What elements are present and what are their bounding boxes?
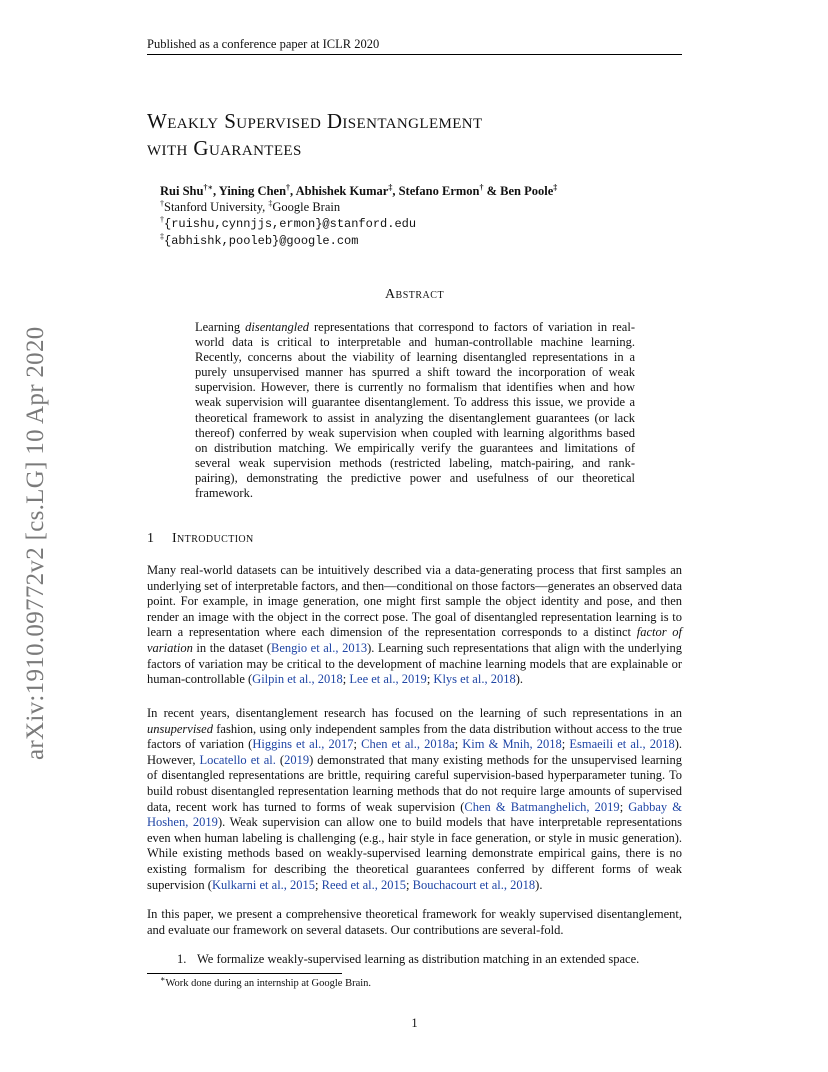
author-name: Stefano Ermon (398, 184, 480, 198)
contribution-list-item (177, 952, 682, 968)
affiliation-google: Google Brain (272, 200, 341, 214)
intro-paragraph-3: In this paper, we present a comprehensive theoretical framework for weakly supervised disentanglement, and evaluate our framework on several datasets. Our contributions are several-fold. (147, 907, 682, 937)
text: ). (535, 877, 543, 892)
text: Many real-world datasets can be intuitively described via a data-generating process that first samples an underlying set of interpretable factors, and then—conditional on those factors—generates an observed data point. For example, in image generation, one might first sample the object identity and pose, and then render an image with the object in the correct pose. The goal of disentangled representation learning is to learn a representation where each dimension of the representation corresponds to a distinct (147, 563, 682, 640)
title-line-2: with Guarantees (147, 136, 302, 160)
text: ; (406, 877, 413, 892)
affiliation-mark: ‡ (553, 182, 558, 192)
text: ; (561, 737, 570, 752)
affiliation-mark: † (479, 182, 484, 192)
intro-paragraph-1 (147, 563, 682, 688)
footnote-mark: ∗ (207, 182, 213, 192)
citation-link[interactable]: Chen et al., 2018a (361, 737, 455, 752)
citation-link[interactable]: Gilpin et al., 2018 (252, 672, 343, 687)
email-stanford[interactable]: {ruishu,cynnjjs,ermon}@stanford.edu (164, 217, 417, 231)
affiliation-mark: † (160, 214, 164, 224)
text: ; (353, 737, 362, 752)
citation-link[interactable]: Gabbay & Hoshen, 2019 (147, 799, 682, 830)
author-list: Rui Shu†∗, Yining Chen†, Abhishek Kumar‡, Stefano Ermon† & Ben Poole‡ (160, 182, 558, 198)
abstract-text (195, 320, 635, 501)
text: ). Weak supervision can allow one to build models that have interpretable representations even when human labeling is challenging (e.g., hair style in face generation, or style in music generation). While existing methods based on weakly-supervised learning demonstrate empirical gains, there is no existing formalism for describing the theoretical guarantees conferred by different forms of weak supervision ( (147, 815, 682, 892)
affiliation-mark: ‡ (268, 198, 273, 208)
abstract-heading: Abstract (384, 287, 445, 302)
affiliation-mark: † (286, 182, 291, 192)
citation-link[interactable]: Locatello et al. (199, 752, 276, 767)
citation-link[interactable]: Chen & Batmanghelich, 2019 (464, 799, 620, 814)
text: fashion, using only independent samples from the data distribution without access to the true factors of variation ( (147, 721, 682, 752)
emphasis: factor of variation (147, 625, 682, 655)
affiliation-mark: ‡ (388, 182, 393, 192)
text: ) demonstrated that many existing methods for the unsupervised learning of disentangled representations are brittle, requiring careful supervision-based hyperparameter tuning. To build robust disentangled representation learning methods that do not require large amounts of supervised data, recent work has turned to forms of weak supervision ( (147, 752, 683, 814)
author-name: Rui Shu (160, 184, 204, 198)
text: ( (275, 752, 285, 767)
section-heading-introduction (147, 531, 682, 547)
footnote (160, 974, 680, 990)
citation-link[interactable]: Reed et al., 2015 (321, 877, 407, 892)
author-name: Ben Poole (500, 184, 554, 198)
email-google[interactable]: {abhishk,pooleb}@google.com (164, 234, 359, 248)
text: ; (315, 877, 322, 892)
author-block (160, 183, 680, 249)
text: in the dataset ( (192, 640, 271, 655)
citation-link[interactable]: Esmaeili et al., 2018 (569, 737, 675, 752)
abstract-text-part: representations that correspond to factors of variation in real-world data is critical to interpretable and human-controllable machine learning. Recently, concerns about the viability of learning disentangled representations in a purely unsupervised manner has spurred a shift toward the incorporation of weak supervision. However, there is currently no formalism that identifies when and how weak supervision will guarantee disentanglement. To address this issue, we provide a theoretical framework to assist in analyzing the disentanglement guarantees (or lack thereof) conferred by weak supervision when coupled with learning algorithms based on distribution matching. We empirically verify the guarantees and limitations of several weak supervision methods (restricted labeling, match-pairing, and rank-pairing), demonstrating the predictive power and usefulness of our theoretical framework. (195, 320, 635, 501)
citation-link[interactable]: 2019 (284, 752, 310, 767)
section-number: 1 (147, 531, 154, 546)
list-number: 1. (177, 952, 187, 966)
author-name: Yining Chen (218, 184, 287, 198)
running-header: Published as a conference paper at ICLR 2020 (147, 37, 380, 51)
citation-link[interactable]: Kim & Mnih, 2018 (462, 737, 562, 752)
page-number: 1 (411, 1016, 418, 1030)
text: ; (619, 799, 629, 814)
email-stanford-line (160, 215, 680, 232)
section-title: Introduction (172, 531, 254, 546)
arxiv-stamp[interactable]: arXiv:1910.09772v2 [cs.LG] 10 Apr 2020 (22, 326, 49, 760)
footnote-mark: ∗ (160, 974, 166, 984)
footnote-rule (147, 973, 342, 974)
intro-paragraph-2 (147, 706, 682, 893)
text: ). However, (147, 737, 683, 767)
text: ; (426, 672, 434, 687)
citation-link[interactable]: Bouchacourt et al., 2018 (412, 877, 536, 892)
affiliation-mark: † (160, 198, 164, 208)
text: In recent years, disentanglement research has focused on the learning of such representations in an (147, 706, 682, 720)
list-text: We formalize weakly-supervised learning as distribution matching in an extended space. (197, 952, 640, 966)
text: ; (342, 672, 350, 687)
paper-title (147, 108, 707, 162)
email-google-line (160, 232, 680, 249)
emphasis: unsupervised (147, 721, 213, 736)
citation-link[interactable]: Klys et al., 2018 (433, 672, 516, 687)
author-name: Abhishek Kumar (295, 184, 389, 198)
abstract-emphasis: disentangled (245, 320, 309, 334)
affiliations (160, 199, 680, 215)
title-line-1: Weakly Supervised Disentanglement (147, 109, 483, 133)
citation-link[interactable]: Lee et al., 2019 (349, 672, 427, 687)
citation-link[interactable]: Bengio et al., 2013 (270, 640, 368, 655)
abstract-text-part: Learning (195, 320, 246, 334)
affiliation-mark: † (203, 182, 208, 192)
footnote-text: Work done during an internship at Google Brain. (165, 978, 372, 989)
header-rule (147, 54, 682, 55)
text: ; (454, 737, 463, 752)
text: ). (515, 672, 524, 687)
citation-link[interactable]: Kulkarni et al., 2015 (211, 877, 316, 892)
citation-link[interactable]: Higgins et al., 2017 (252, 737, 354, 752)
text: ). Learning such representations that align with the underlying factors of variation may be critical to the development of machine learning models that are explainable or human-controllable ( (147, 640, 682, 687)
affiliation-stanford: Stanford University, (164, 200, 266, 214)
affiliation-mark: ‡ (160, 231, 164, 241)
